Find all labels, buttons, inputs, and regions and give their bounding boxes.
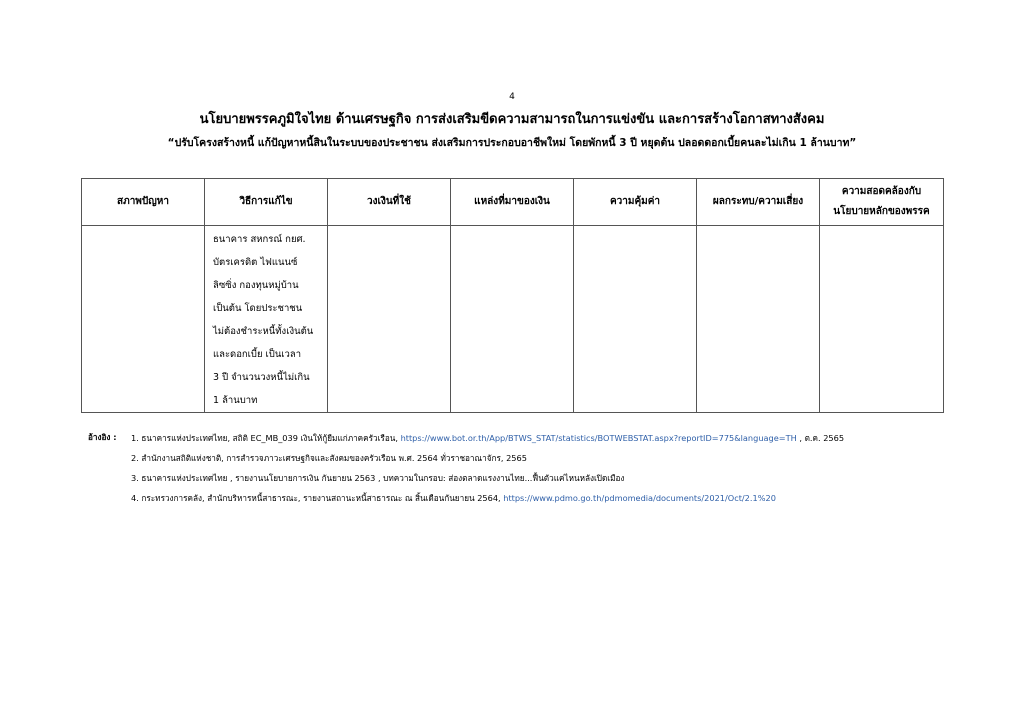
solution-line: ไม่ต้องชำระหนี้ทั้งเงินต้น [213,326,314,337]
header-impact-risk: ผลกระทบ/ความเสี่ยง [697,179,820,226]
solution-text [205,226,327,412]
reference-item-2 [131,451,844,471]
reference-link[interactable]: https://www.bot.or.th/App/BTWS_STAT/statistics/BOTWEBSTAT.aspx?reportID=775&language=TH [400,433,797,443]
header-policy-alignment-line1: ความสอดคล้องกับ [841,186,922,197]
reference-item-4 [131,491,844,511]
cell-problem [82,226,205,413]
header-budget: วงเงินที่ใช้ [328,179,451,226]
reference-text: 1. ธนาคารแห่งประเทศไทย, สถิติ EC_MB_039 เงินให้กู้ยืมแก่ภาคครัวเรือน, [131,433,401,443]
reference-text: 4. กระทรวงการคลัง, สำนักบริหารหนี้สาธารณะ, รายงานสถานะหนี้สาธารณะ ณ สิ้นเดือนกันยายน 2564, [131,493,504,503]
solution-line: ธนาคาร สหกรณ์ กยศ. [213,234,306,245]
solution-line: 1 ล้านบาท [213,395,258,406]
reference-text: 3. ธนาคารแห่งประเทศไทย , รายงานนโยบายการเงิน กันยายน 2563 , บทความในกรอบ: ส่องตลาดแรงงานไทย...ฟื้นตัวแค่ไหนหลังเปิดเมือง [131,473,625,483]
reference-item-1 [131,431,844,451]
cell-impact-risk [697,226,820,413]
cell-funding-source [451,226,574,413]
cell-policy-alignment [820,226,944,413]
reference-list [131,431,844,511]
header-funding-source: แหล่งที่มาของเงิน [451,179,574,226]
solution-line: บัตรเครดิต ไฟแนนซ์ [213,257,298,268]
references-label: อ้างอิง : [88,432,117,442]
table-row [82,226,944,413]
table-header-row [82,179,944,226]
policy-table [81,178,944,413]
reference-suffix: , ต.ค. 2565 [796,433,845,443]
header-problem: สภาพปัญหา [82,179,205,226]
solution-line: ลิซซิ่ง กองทุนหมู่บ้าน [213,280,299,291]
header-worthiness: ความคุ้มค่า [574,179,697,226]
reference-item-3 [131,471,844,491]
reference-text: 2. สำนักงานสถิติแห่งชาติ, การสำรวจภาวะเศรษฐกิจและสังคมของครัวเรือน พ.ศ. 2564 ทั่วราชอาณาจักร, 2565 [131,453,527,463]
header-policy-alignment-line2: นโยบายหลักของพรรค [833,206,930,217]
page-subtitle: “ปรับโครงสร้างหนี้ แก้ปัญหาหนี้สินในระบบของประชาชน ส่งเสริมการประกอบอาชีพใหม่ โดยพักหนี้ 3 ปี หยุดต้น ปลอดดอกเบี้ยคนละไม่เกิน 1 ล้านบาท” [167,137,857,149]
solution-line: เป็นต้น โดยประชาชน [213,303,303,314]
solution-line: และดอกเบี้ย เป็นเวลา [213,349,302,360]
page-number: 4 [509,92,515,102]
header-solution: วิธีการแก้ไข [205,179,328,226]
header-policy-alignment [820,179,944,226]
cell-solution [205,226,328,413]
cell-worthiness [574,226,697,413]
page-title: นโยบายพรรคภูมิใจไทย ด้านเศรษฐกิจ การส่งเสริมขีดความสามารถในการแข่งขัน และการสร้างโอกาสทางสังคม [199,112,825,127]
solution-line: 3 ปี จำนวนวงหนี้ไม่เกิน [213,372,310,383]
reference-link[interactable]: https://www.pdmo.go.th/pdmomedia/documents/2021/Oct/2.1%20 [503,493,776,503]
cell-budget [328,226,451,413]
